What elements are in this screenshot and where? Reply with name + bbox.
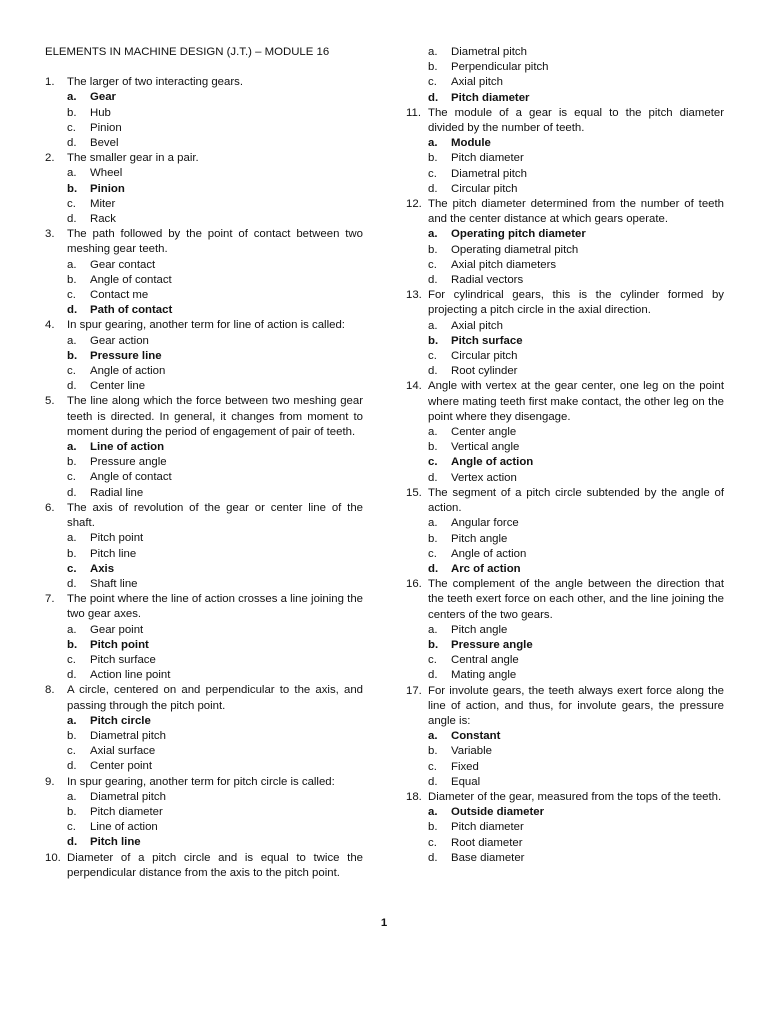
answer-option [406,653,724,668]
option-text: Pressure line [90,349,162,362]
answer-option [45,455,363,470]
option-text: Axial pitch [451,76,503,89]
option-text: Operating diametral pitch [451,243,579,256]
question-item [45,501,363,592]
question-number: 9. [45,775,55,788]
answer-option [406,425,724,440]
option-text: Axis [90,562,115,575]
option-letter: b. [428,745,438,758]
option-letter: d. [67,836,78,849]
option-letter: c. [67,121,76,134]
answer-option-correct [406,805,724,820]
option-letter: b. [428,821,438,834]
option-letter: d. [67,486,77,499]
answer-option [45,273,363,288]
answer-option [45,729,363,744]
question-number: 3. [45,228,55,241]
option-letter: b. [428,638,439,651]
option-text: Pitch diameter [451,821,524,834]
option-text: Pitch point [90,638,149,651]
option-letter: d. [428,775,438,788]
question-text: In spur gearing, another term for pitch circle is called: [67,775,335,788]
option-letter: d. [428,669,438,682]
option-letter: c. [428,547,437,560]
page-number: 1 [380,917,388,929]
option-text: Line of action [90,441,165,454]
option-text: Gear action [90,334,149,347]
question-stem [45,592,363,622]
answer-option [45,136,363,151]
answer-option-correct [45,638,363,653]
option-text: Outside diameter [451,806,545,819]
option-letter: c. [67,562,77,575]
answer-option-correct [406,562,724,577]
answer-option-correct [406,334,724,349]
answer-option [406,60,724,75]
left-column [45,45,363,881]
answer-option [406,364,724,379]
question-item [406,684,724,790]
option-letter: b. [428,61,438,74]
option-letter: b. [67,456,77,469]
option-text: Pitch angle [451,623,508,636]
option-text: Variable [451,745,492,758]
option-text: Angle of action [451,547,527,560]
option-letter: c. [67,653,76,666]
option-letter: a. [67,714,77,727]
answer-option [406,820,724,835]
option-text: Root cylinder [451,365,518,378]
question-text: Diameter of the gear, measured from the tops of the teeth. [428,790,722,803]
option-text: Pressure angle [451,638,533,651]
option-letter: d. [67,137,77,150]
question-item [406,486,724,577]
option-letter: b. [67,106,77,119]
question-text: The point where the line of action crosses a line joining the two gear axes. [67,593,363,621]
option-letter: b. [428,334,439,347]
question-text: The path followed by the point of contact between two meshing gear teeth. [67,228,363,256]
answer-option [406,516,724,531]
option-text: Radial line [90,486,144,499]
option-text: Line of action [90,821,158,834]
option-text: Pitch diameter [90,805,163,818]
question-text: The segment of a pitch circle subtended by the angle of action. [428,486,724,515]
option-text: Angle of contact [90,273,172,286]
option-letter: a. [428,426,438,439]
option-letter: a. [428,46,438,58]
option-letter: d. [428,851,438,864]
option-letter: d. [428,365,438,378]
answer-option [406,182,724,197]
option-letter: a. [67,532,77,545]
answer-option [406,547,724,562]
option-text: Gear contact [90,258,156,271]
option-text: Pitch circle [90,714,151,727]
option-text: Bevel [90,137,119,150]
question-item [406,577,724,683]
option-text: Pitch angle [451,532,508,545]
option-letter: a. [428,806,438,819]
option-text: Action line point [90,669,171,682]
question-text: The axis of revolution of the gear or center line of the shaft. [67,501,363,530]
answer-option [406,45,724,60]
question-list-right [406,106,724,866]
option-letter: a. [67,258,77,271]
question-number: 15. [406,486,422,499]
answer-option [406,760,724,775]
question-item [45,394,363,500]
question-text: In spur gearing, another term for line of action is called: [67,319,345,332]
answer-option [406,668,724,683]
question-number: 6. [45,501,55,514]
option-text: Gear point [90,623,144,636]
answer-option [406,471,724,486]
option-letter: b. [67,729,77,742]
answer-option [406,851,724,866]
option-text: Module [451,137,491,150]
answer-option [406,75,724,90]
option-text: Axial pitch diameters [451,258,557,271]
option-letter: c. [67,821,76,834]
answer-option [45,790,363,805]
question-number: 14. [406,380,422,393]
option-text: Pinion [90,182,125,195]
option-text: Vertical angle [451,441,520,454]
answer-option [406,349,724,364]
answer-option-correct [406,638,724,653]
answer-option [45,334,363,349]
option-letter: b. [428,243,438,256]
question-text: For cylindrical gears, this is the cylinder formed by projecting a pitch circle in the axial direction. [428,289,724,317]
option-letter: b. [67,547,77,560]
option-letter: a. [428,730,438,743]
option-text: Pitch diameter [451,152,524,165]
answer-option [45,668,363,683]
option-letter: c. [428,76,437,89]
answer-option [45,121,363,136]
option-text: Wheel [90,167,123,180]
option-letter: a. [428,623,438,636]
option-text: Angle of action [451,456,534,469]
answer-option-correct [45,90,363,105]
option-letter: b. [67,638,78,651]
answer-option [45,759,363,774]
question-number: 2. [45,152,55,165]
option-text: Fixed [451,760,479,773]
option-letter: a. [67,441,77,454]
answer-option [45,106,363,121]
option-text: Axial pitch [451,319,503,332]
question-item [45,227,363,318]
document-title: ELEMENTS IN MACHINE DESIGN (J.T.) – MODULE 16 [45,46,330,58]
answer-option [45,623,363,638]
question-number: 5. [45,395,55,408]
option-letter: c. [67,197,76,210]
answer-option [45,577,363,592]
option-text: Mating angle [451,669,517,682]
question-number: 17. [406,684,422,697]
question-item [45,683,363,774]
option-text: Constant [451,730,501,743]
question-number: 4. [45,319,55,332]
question-stem [406,577,724,623]
answer-option [406,243,724,258]
question-item [406,197,724,288]
answer-option-correct [406,455,724,470]
option-letter: c. [428,456,438,469]
question-item [45,75,363,151]
option-letter: c. [428,760,437,773]
answer-option-correct [45,562,363,577]
option-text: Hub [90,106,111,119]
option-text: Arc of action [451,562,521,575]
question-text: The complement of the angle between the direction that the teeth exert force on each other, and the line joining the centers of the two gears. [428,578,724,621]
question-text: The module of a gear is equal to the pitch diameter divided by the number of teeth. [428,106,724,135]
question-text: The pitch diameter determined from the number of teeth and the center distance at which gears operate. [428,198,724,226]
option-text: Diametral pitch [451,167,527,180]
answer-option-correct [45,303,363,318]
question-item [45,851,363,881]
option-letter: a. [67,623,77,636]
option-text: Rack [90,213,116,226]
option-letter: d. [67,669,77,682]
option-text: Operating pitch diameter [451,228,586,241]
answer-option [406,167,724,182]
option-letter: d. [428,471,438,484]
option-letter: d. [67,380,77,393]
question-item [406,790,724,866]
answer-option-correct [45,714,363,729]
answer-option [406,532,724,547]
question-stem [45,151,363,166]
question-item [406,379,724,485]
question-text: Angle with vertex at the gear center, one leg on the point where mating teeth first make contact, the other leg on the point where they disengage. [428,380,724,423]
answer-option [45,379,363,394]
option-letter: c. [428,654,437,667]
question-item [45,151,363,227]
question-stem [45,683,363,713]
option-letter: d. [428,182,438,195]
option-text: Pitch surface [451,334,523,347]
question-stem [406,486,724,516]
question-text: For involute gears, the teeth always exert force along the line of action, and thus, for involute gears, the pressure angle is: [428,684,724,727]
option-text: Center point [90,760,153,773]
option-letter: c. [67,471,76,484]
option-text: Perpendicular pitch [451,61,549,74]
question-stem [406,197,724,227]
option-letter: b. [428,152,438,165]
answer-option [406,744,724,759]
answer-option [45,547,363,562]
question-number: 13. [406,289,422,302]
question-stem [45,851,363,881]
option-text: Pressure angle [90,456,167,469]
answer-option [45,531,363,546]
option-text: Pitch line [90,547,137,560]
option-text: Angular force [451,517,519,530]
answer-option [406,151,724,166]
answer-option-correct [406,91,724,106]
answer-option-correct [406,227,724,242]
question-text: A circle, centered on and perpendicular to the axis, and passing through the pitch point. [67,684,363,712]
option-letter: a. [428,137,438,150]
option-letter: d. [67,304,78,317]
continued-options [406,45,724,106]
answer-option [45,288,363,303]
question-text: The line along which the force between two meshing gear teeth is directed. In general, it changes from moment to moment during the period of engagement of pair of teeth. [67,395,363,438]
question-number: 8. [45,684,55,697]
answer-option [45,744,363,759]
answer-option [45,470,363,485]
question-number: 7. [45,593,55,606]
question-number: 1. [45,76,55,89]
question-item [45,592,363,683]
option-text: Angle of action [90,365,166,378]
option-letter: a. [67,334,77,347]
option-letter: b. [67,273,77,286]
answer-option [406,258,724,273]
answer-option [45,820,363,835]
question-stem [45,775,363,790]
option-letter: b. [428,532,438,545]
answer-option-correct [406,136,724,151]
answer-option [45,197,363,212]
option-text: Shaft line [90,577,138,590]
question-list-left [45,75,363,881]
option-text: Equal [451,775,481,788]
option-letter: b. [67,349,78,362]
option-text: Pitch point [90,532,144,545]
option-text: Vertex action [451,471,517,484]
option-text: Center angle [451,426,517,439]
option-letter: d. [67,760,77,773]
question-text: The smaller gear in a pair. [67,152,199,165]
option-letter: c. [67,745,76,758]
answer-option-correct [406,729,724,744]
option-letter: b. [428,441,438,454]
question-stem [406,379,724,425]
option-letter: c. [428,167,437,180]
option-text: Pitch diameter [451,91,530,104]
question-number: 18. [406,790,422,803]
answer-option-correct [45,440,363,455]
option-text: Circular pitch [451,350,518,363]
question-number: 12. [406,198,422,211]
question-stem [45,318,363,333]
option-text: Radial vectors [451,274,524,287]
option-text: Root diameter [451,836,523,849]
question-stem [406,106,724,136]
option-letter: d. [67,577,77,590]
option-letter: b. [67,805,77,818]
answer-option [45,653,363,668]
question-text: The larger of two interacting gears. [67,76,244,89]
option-letter: a. [428,319,438,332]
option-letter: d. [428,274,438,287]
option-text: Contact me [90,289,149,302]
answer-option [45,486,363,501]
option-letter: c. [428,350,437,363]
answer-option-correct [45,835,363,850]
option-text: Diametral pitch [451,46,527,58]
answer-option [406,836,724,851]
option-text: Angle of contact [90,471,172,484]
question-item [406,288,724,379]
option-letter: b. [67,182,78,195]
question-stem [45,501,363,531]
answer-option [45,212,363,227]
question-item [45,318,363,394]
option-letter: a. [428,517,438,530]
question-item [45,775,363,851]
answer-option [45,258,363,273]
option-text: Pinion [90,121,122,134]
option-letter: c. [67,365,76,378]
right-column [406,45,724,866]
answer-option-correct [45,182,363,197]
question-number: 10. [45,851,61,864]
answer-option [406,775,724,790]
option-text: Path of contact [90,304,173,317]
option-text: Gear [90,91,116,104]
option-text: Diametral pitch [90,790,166,803]
option-text: Circular pitch [451,182,518,195]
option-text: Diametral pitch [90,729,166,742]
option-letter: d. [428,91,439,104]
question-number: 11. [406,106,421,119]
answer-option [406,319,724,334]
option-text: Central angle [451,654,519,667]
answer-option [406,623,724,638]
option-letter: d. [428,562,439,575]
question-stem [406,684,724,730]
answer-option [406,440,724,455]
option-text: Base diameter [451,851,525,864]
option-letter: c. [428,836,437,849]
option-letter: d. [67,213,77,226]
question-stem [45,75,363,90]
answer-option [45,805,363,820]
answer-option [406,273,724,288]
option-letter: a. [67,167,77,180]
question-item [406,106,724,197]
option-letter: c. [428,258,437,271]
question-number: 16. [406,578,422,591]
option-text: Miter [90,197,116,210]
answer-option [45,166,363,181]
answer-option-correct [45,349,363,364]
question-text: Diameter of a pitch circle and is equal to twice the perpendicular distance from the axis to the pitch point. [67,851,363,879]
question-stem [406,288,724,318]
option-text: Axial surface [90,745,156,758]
option-text: Pitch line [90,836,141,849]
option-text: Pitch surface [90,653,156,666]
question-stem [406,790,724,805]
answer-option [45,364,363,379]
question-stem [45,227,363,257]
option-letter: a. [428,228,438,241]
option-letter: c. [67,289,76,302]
option-letter: a. [67,790,77,803]
question-stem [45,394,363,440]
option-text: Center line [90,380,146,393]
option-letter: a. [67,91,77,104]
